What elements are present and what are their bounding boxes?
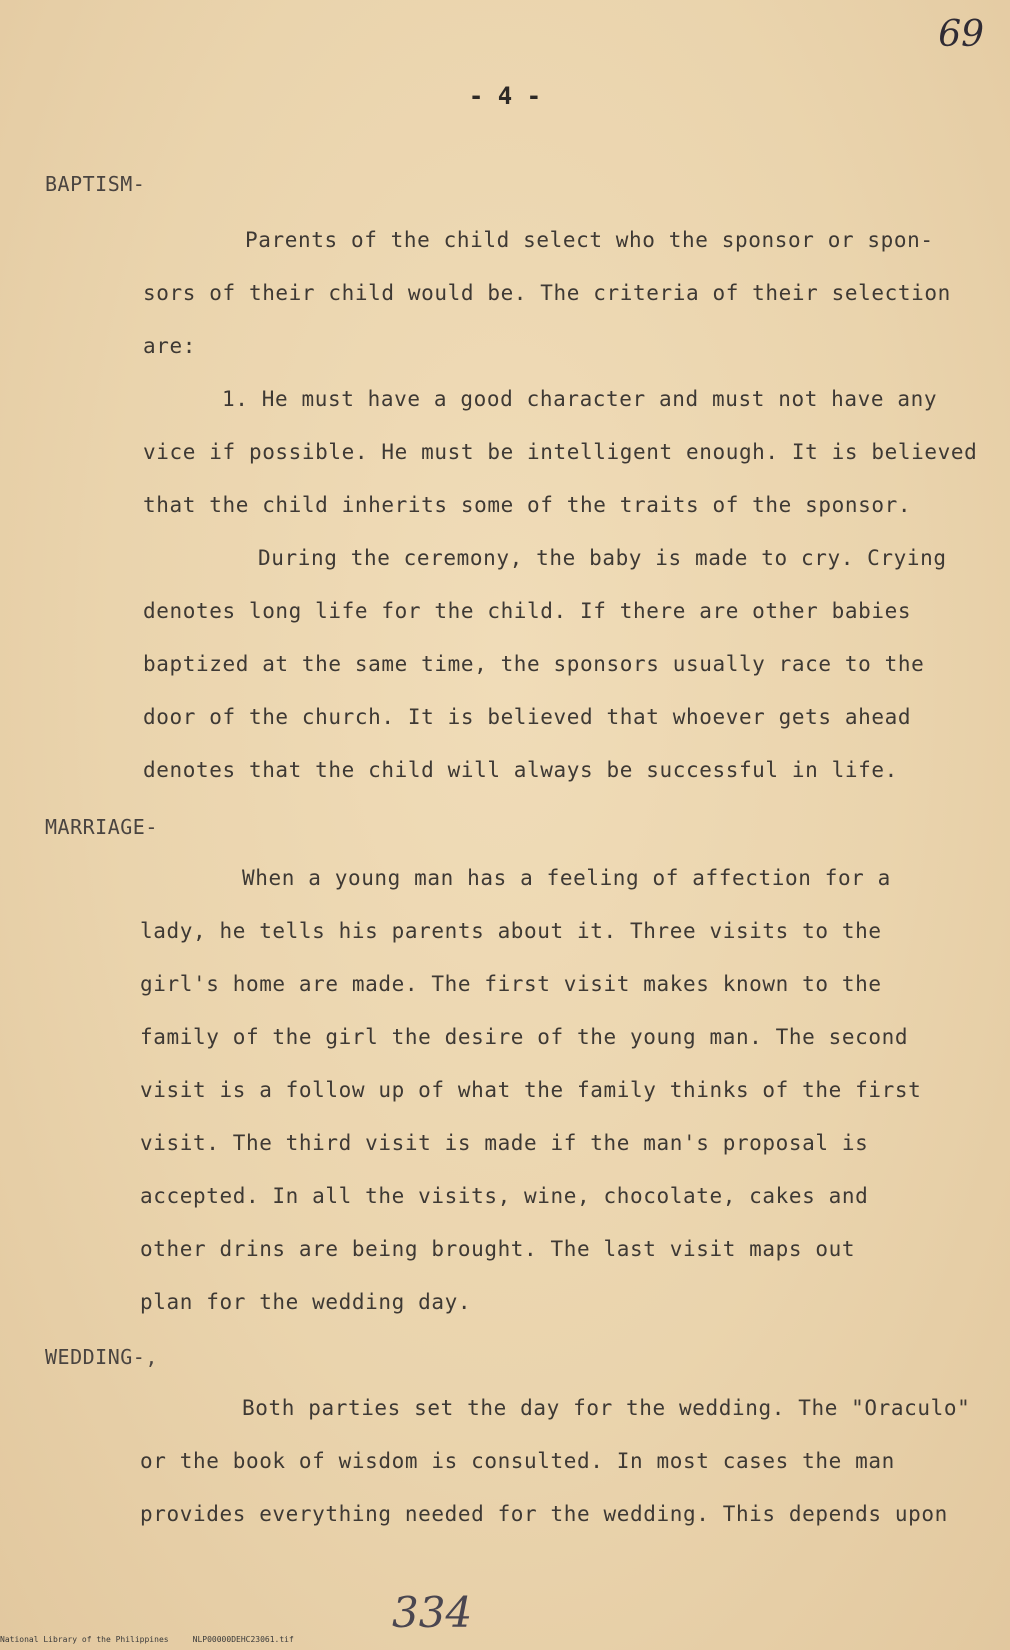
text-line: or the book of wisdom is consulted. In most cases the man xyxy=(140,1449,895,1473)
text-line: vice if possible. He must be intelligent enough. It is believed xyxy=(143,440,978,464)
text-line: are: xyxy=(143,334,196,358)
section-heading-baptism: BAPTISM- xyxy=(45,172,146,196)
text-line: denotes long life for the child. If there are other babies xyxy=(143,599,912,623)
text-line: accepted. In all the visits, wine, chocolate, cakes and xyxy=(140,1184,869,1208)
section-heading-marriage: MARRIAGE- xyxy=(45,815,158,839)
archive-page-number: 334 xyxy=(392,1588,473,1637)
text-line: sors of their child would be. The criteria of their selection xyxy=(143,281,951,305)
text-line: other drins are being brought. The last visit maps out xyxy=(140,1237,856,1261)
text-line: Both parties set the day for the wedding. The "Oraculo" xyxy=(242,1396,971,1420)
text-line: plan for the wedding day. xyxy=(140,1290,472,1314)
page-number: - 4 - xyxy=(468,82,542,110)
text-line: girl's home are made. The first visit makes known to the xyxy=(140,972,882,996)
text-line: Parents of the child select who the sponsor or spon- xyxy=(245,228,934,252)
text-line: family of the girl the desire of the young man. The second xyxy=(140,1025,909,1049)
text-line: visit is a follow up of what the family thinks of the first xyxy=(140,1078,922,1102)
text-line: that the child inherits some of the traits of the sponsor. xyxy=(143,493,912,517)
scan-footer: National Library of the Philippines NLP00000DEHC23061.tif xyxy=(0,1635,294,1644)
text-line: visit. The third visit is made if the man's proposal is xyxy=(140,1131,869,1155)
text-line: provides everything needed for the wedding. This depends upon xyxy=(140,1502,948,1526)
text-line: When a young man has a feeling of affection for a xyxy=(242,866,891,890)
section-heading-wedding: WEDDING-, xyxy=(45,1345,158,1369)
text-line: 1. He must have a good character and must not have any xyxy=(222,387,938,411)
text-line: denotes that the child will always be successful in life. xyxy=(143,758,898,782)
text-line: baptized at the same time, the sponsors usually race to the xyxy=(143,652,925,676)
text-line: During the ceremony, the baby is made to cry. Crying xyxy=(258,546,947,570)
text-line: door of the church. It is believed that whoever gets ahead xyxy=(143,705,912,729)
text-line: lady, he tells his parents about it. Three visits to the xyxy=(140,919,882,943)
folio-number: 69 xyxy=(938,14,984,55)
